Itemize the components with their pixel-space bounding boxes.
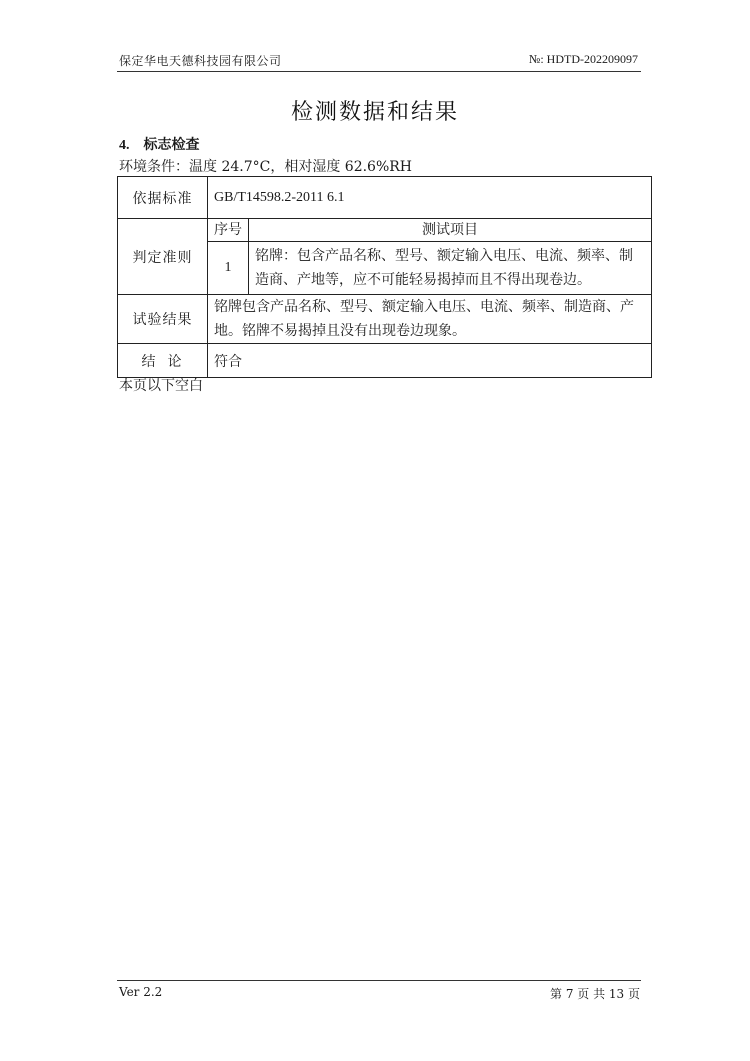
basis-row [118,177,652,219]
basis-value: GB/T14598.2-2011 6.1 [208,177,652,219]
criteria-item: 铭牌：包含产品名称、型号、额定输入电压、电流、频率、制造商、产地等，应不可能轻易揭掉而且不得出现卷边。 [249,242,652,295]
section-heading [119,134,200,154]
environment-conditions: 环境条件：温度 24.7°C，相对湿度 62.6%RH [119,159,413,175]
table-row [208,242,651,295]
section-number: 4. [119,138,130,153]
criteria-seq: 1 [208,242,249,295]
result-value: 铭牌包含产品名称、型号、额定输入电压、电流、频率、制造商、产地。铭牌不易揭掉且没有出现卷边现象。 [208,295,652,344]
criteria-label: 判定准则 [118,219,208,295]
blank-below-note: 本页以下空白 [119,378,203,394]
section-title: 标志检查 [143,137,200,153]
criteria-row [118,219,652,295]
col-item-header: 测试项目 [249,219,652,242]
company-name: 保定华电天德科技园有限公司 [119,54,282,68]
conclusion-value: 符合 [208,344,652,378]
report-number: №: HDTD-202209097 [528,52,638,66]
conclusion-row [118,344,652,378]
result-table [117,176,652,378]
basis-label: 依据标准 [118,177,208,219]
conclusion-label: 结论 [118,344,208,378]
criteria-cell [208,219,652,295]
page-indicator: 第 7 页 共 13 页 [550,987,640,1001]
criteria-inner-table [208,219,651,294]
header-divider [117,71,641,72]
result-row [118,295,652,344]
footer-divider [117,980,641,981]
criteria-header-row [208,219,651,242]
page-title: 检测数据和结果 [290,100,459,125]
version-label: Ver 2.2 [119,985,163,999]
col-seq-header: 序号 [214,222,242,238]
result-label: 试验结果 [118,295,208,344]
